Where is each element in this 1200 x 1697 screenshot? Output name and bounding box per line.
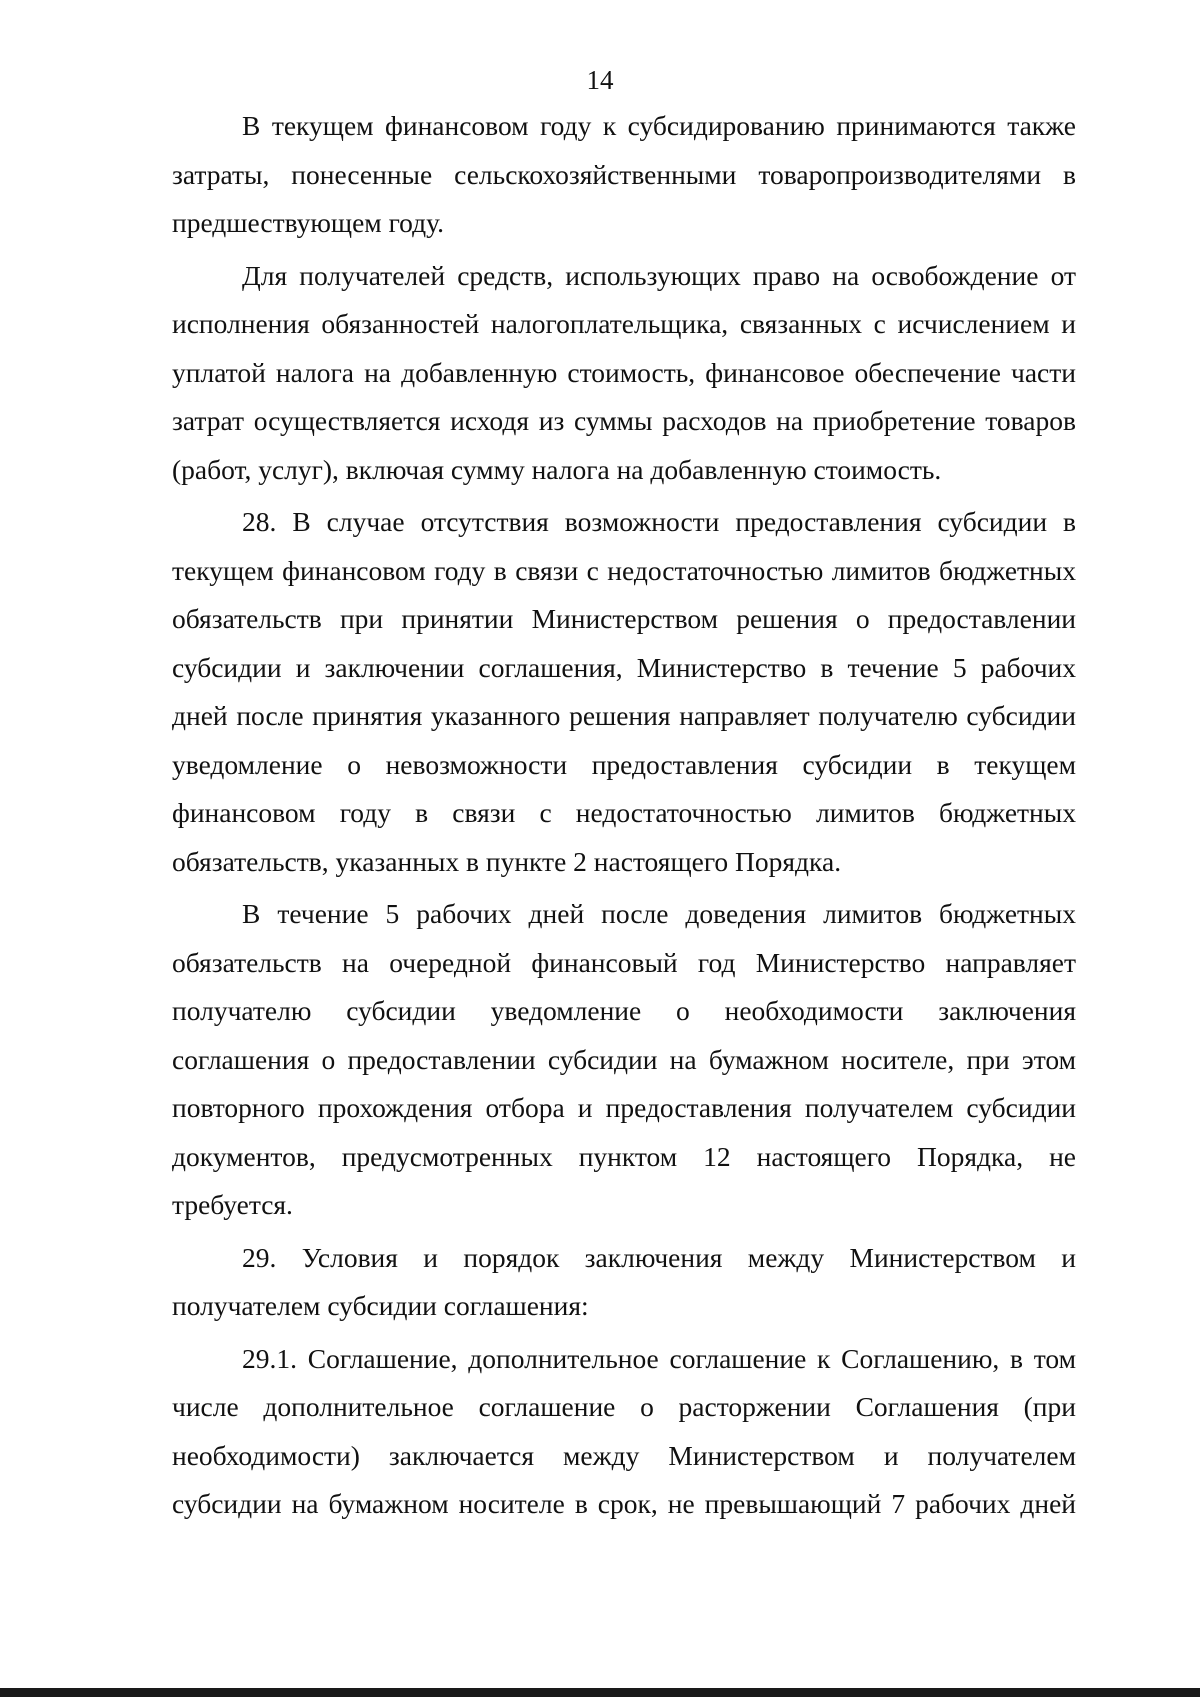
page-number: 14 [586,65,614,95]
scan-bottom-edge [0,1688,1200,1697]
document-body [172,102,1076,1529]
paragraph-clause-29-1: 29.1. Соглашение, дополнительное соглашение к Соглашению, в том числе дополнительное соглашение о расторжении Соглашения (при необходимости) заключается между Министерством и получателем субсидии на бумажном носителе в срок, не превышающий 7 рабочих дней [172,1342,1076,1519]
paragraph-current-year-costs: В текущем финансовом году к субсидированию принимаются также затраты, понесенные сельскохозяйственными товаропроизводителями в предшествующем году. [172,110,1076,238]
paragraph-clause-29: 29. Условия и порядок заключения между Министерством и получателем субсидии соглашения: [172,1241,1076,1321]
paragraph-clause-28: 28. В случае отсутствия возможности предоставления субсидии в текущем финансовом году в связи с недостаточностью лимитов бюджетных обязательств при принятии Министерством решения о предоставлении субсидии и заключении соглашения, Министерство в течение 5 рабочих дней после принятия указанного решения направляет получателю субсидии уведомление о невозможности предоставления субсидии в текущем финансовом году в связи с недостаточностью лимитов бюджетных обязательств, указанных в пункте 2 настоящего Порядка. [172,506,1076,877]
paragraph-budget-limits-notice: В течение 5 рабочих дней после доведения лимитов бюджетных обязательств на очередной финансовый год Министерство направляет получателю субсидии уведомление о необходимости заключения соглашения о предоставлении субсидии на бумажном носителе, при этом повторного прохождения отбора и предоставления получателем субсидии документов, предусмотренных пунктом 12 настоящего Порядка, не требуется. [172,898,1076,1220]
paragraph-vat-exemption: Для получателей средств, использующих право на освобождение от исполнения обязанностей налогоплательщика, связанных с исчислением и уплатой налога на добавленную стоимость, финансовое обеспечение части затрат осуществляется исходя из суммы расходов на приобретение товаров (работ, услуг), включая сумму налога на добавленную стоимость. [172,259,1076,485]
